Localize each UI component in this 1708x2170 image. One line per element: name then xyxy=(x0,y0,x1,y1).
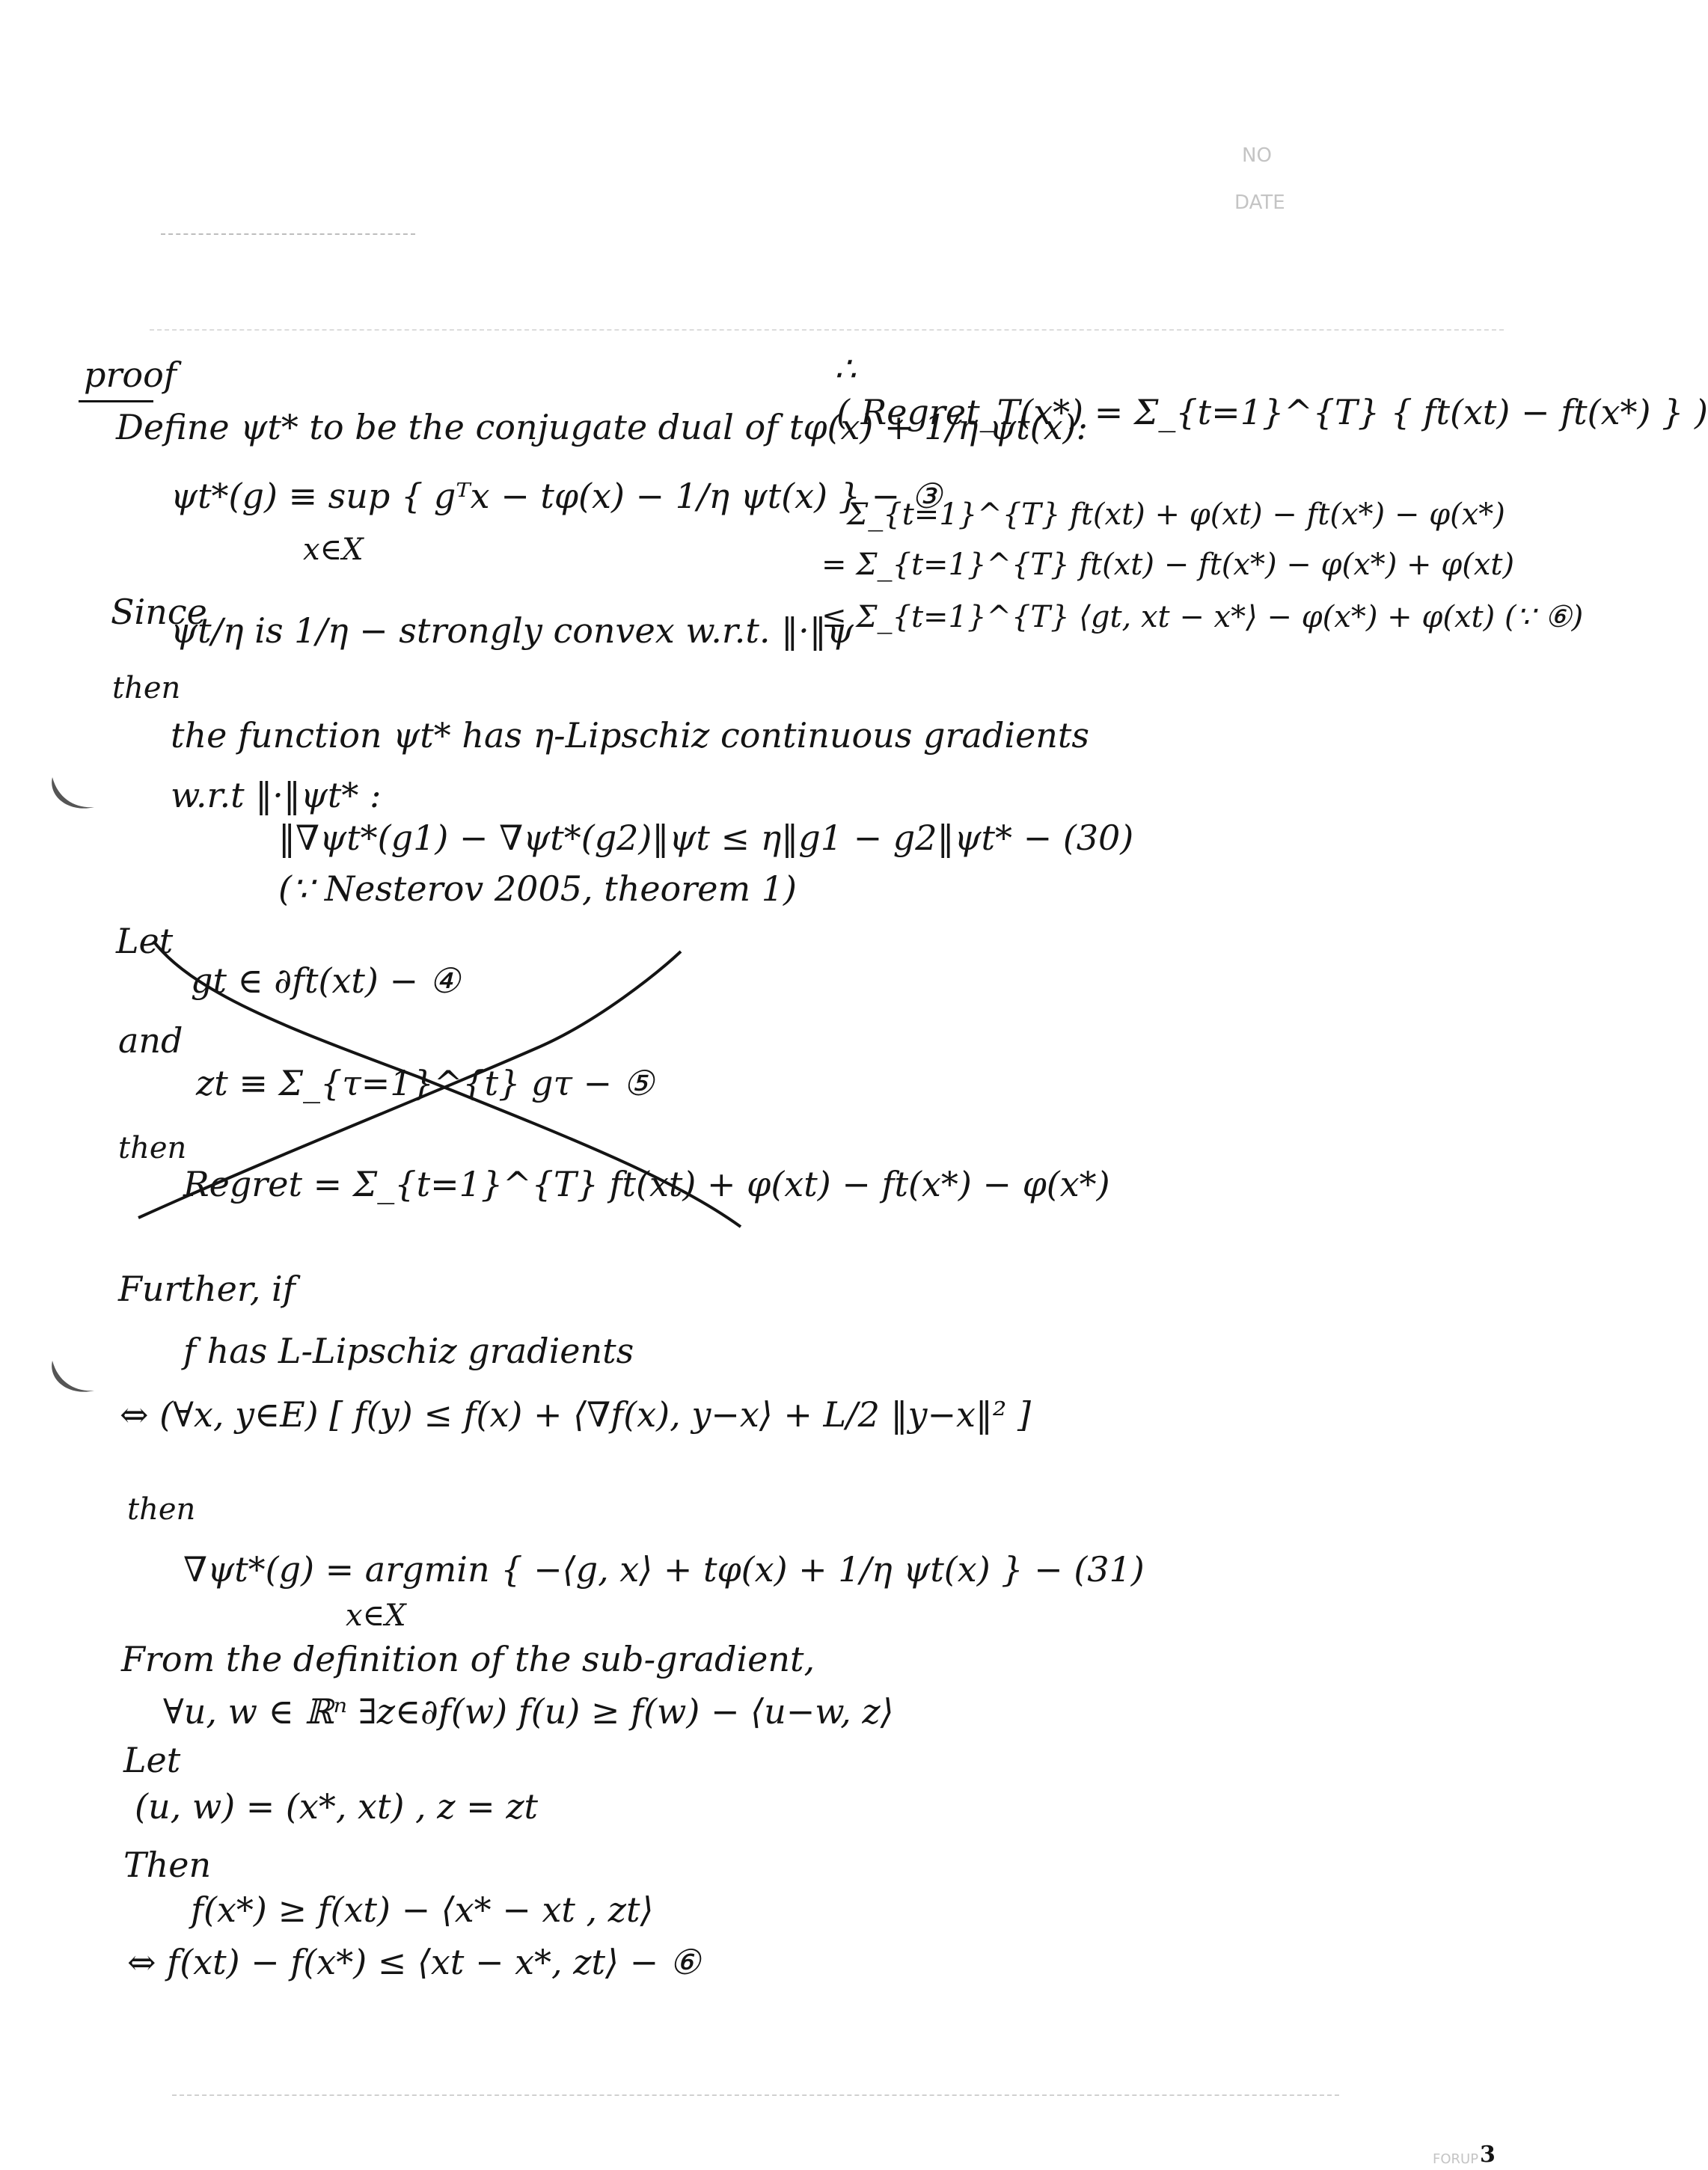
z-definition: zt ≡ Σ_{τ=1}^{t} gτ − ⑤ xyxy=(196,1063,654,1103)
page-footer-label: FORUP xyxy=(1433,2151,1479,2167)
regret-line: Regret = Σ_{t=1}^{T} ft(xt) + φ(xt) − ft(x*) − φ(x*) xyxy=(183,1164,1110,1204)
then-label-2: then xyxy=(118,1131,187,1165)
further-label: Further, if xyxy=(118,1269,296,1309)
page-number: 3 xyxy=(1480,2142,1496,2168)
nesterov-citation: (∵ Nesterov 2005, theorem 1) xyxy=(278,868,797,909)
let-label-1: Let xyxy=(116,921,174,961)
wrt-line: w.r.t ‖·‖ψt* : xyxy=(171,775,382,815)
inequality-1: f(x*) ≥ f(xt) − ⟨x* − xt , zt⟩ xyxy=(191,1889,654,1930)
gradient-inequality: ‖∇ψt*(g1) − ∇ψt*(g2)‖ψt ≤ η‖g1 − g2‖ψt* − (30) xyxy=(278,818,1134,858)
date-label: DATE xyxy=(1234,191,1285,214)
lipschitz-line: the function ψt* has η-Lipschiz continuous gradients xyxy=(171,715,1090,755)
then-label-3: then xyxy=(127,1492,196,1527)
sum-line-2: = Σ_{t=1}^{T} ft(xt) − ft(x*) − φ(x*) + φ(xt) xyxy=(821,548,1515,582)
since-label: Since xyxy=(111,592,207,632)
f-has-line: f has L-Lipschiz gradients xyxy=(183,1331,634,1371)
let-substitution: (u, w) = (x*, xt) , z = zt xyxy=(135,1786,539,1827)
sum-line-3: ≤ Σ_{t=1}^{T} ⟨gt, xt − x*⟩ − φ(x*) + φ(xt) (∵ ⑥) xyxy=(821,600,1584,634)
argmin-line: ∇ψt*(g) = argmin { −⟨g, x⟩ + tφ(x) + 1/η ψt(x) } − (31) xyxy=(183,1549,1145,1590)
sup-line: ψt*(g) ≡ sup { gᵀx − tφ(x) − 1/η ψt(x) } − ③ xyxy=(171,476,942,516)
inequality-2: ⇔ f(xt) − f(x*) ≤ ⟨xt − x*, zt⟩ − ⑥ xyxy=(127,1942,700,1982)
sup-subscript: x∈X xyxy=(303,533,364,567)
argmin-subscript: x∈X xyxy=(346,1599,406,1633)
strongly-convex-line: ψt/η is 1/η − strongly convex w.r.t. ‖·‖ψ xyxy=(171,610,854,651)
and-label: and xyxy=(118,1020,183,1061)
therefore-symbol: ∴ xyxy=(834,349,857,389)
define-line: Define ψt* to be the conjugate dual of tφ(x) + 1/η ψt(x): xyxy=(116,407,1088,447)
then-label-1: then xyxy=(112,671,181,705)
iff-line: ⇔ (∀x, y∈E) [ f(y) ≤ f(x) + ⟨∇f(x), y−x⟩ + L/2 ‖y−x‖² ] xyxy=(120,1394,1031,1435)
then-label-4: Then xyxy=(123,1845,212,1885)
from-definition-line: From the definition of the sub-gradient, xyxy=(121,1639,815,1679)
no-label: NO xyxy=(1242,144,1272,167)
let-label-2: Let xyxy=(123,1740,181,1780)
g-definition: gt ∈ ∂ft(xt) − ④ xyxy=(191,960,460,1001)
subgradient-line: ∀u, w ∈ ℝⁿ ∃z∈∂f(w) f(u) ≥ f(w) − ⟨u−w, z⟩ xyxy=(163,1691,894,1732)
proof-label: proof xyxy=(84,355,177,395)
regret-definition: ( Regret_T(x*) = Σ_{t=1}^{T} { ft(xt) − ft(x*) } ) xyxy=(836,392,1708,432)
sum-line-1: Σ_{t=1}^{T} ft(xt) + φ(xt) − ft(x*) − φ(x*) xyxy=(847,497,1505,532)
